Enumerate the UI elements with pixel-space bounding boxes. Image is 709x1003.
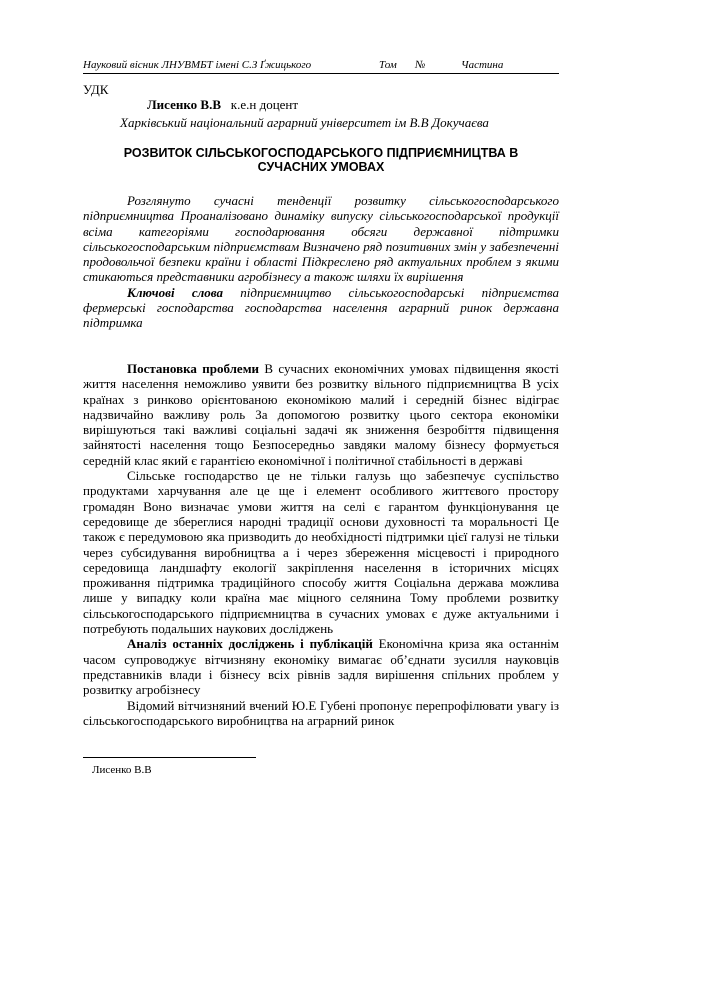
paragraph-problem-text: В сучасних економічних умовах підвищення якості життя населення неможливо уявити без розвитку вільного підприємництва В усіх країнах з ринково орієнтованою економікою малий і середній бізнес відіграє надзвичайно важливу роль За допомогою розвитку цього сектора економіки вирішуються такі важливі соціальні задачі як зниження безробіття підвищення зайнятості населення тощо Безпосередньо завдяки малому бізнесу формується середній клас який є гарантією економічної і політичної стабільності в державі (83, 361, 559, 468)
udk-label: УДК (83, 82, 109, 97)
author-line (147, 97, 298, 113)
author-degree: к.е.н доцент (230, 97, 299, 112)
footnote-divider (83, 757, 256, 758)
title-line-2: СУЧАСНИХ УМОВАХ (257, 160, 385, 174)
keywords-label: Ключові слова (127, 284, 223, 300)
abstract (83, 193, 559, 331)
paragraph-problem (83, 361, 559, 468)
volume-label: Том (379, 59, 397, 71)
section-heading-analysis: Аналіз останніх досліджень і публікацій (127, 636, 373, 652)
footnote: Лисенко В.В (92, 764, 152, 776)
abstract-text: Розглянуто сучасні тенденції розвитку сільськогосподарського підприємництва Проаналізовано динаміку випуску сільськогосподарської продукції всіма категоріями господарювання обсяги державної підтримки сільськогосподарським підприємствам Визначено ряд позитивних змін у забезпеченні продовольчої безпеки країни і області Підкреслено ряд актуальних проблем з якими стикаються представники агробізнесу а також шляхи їх вирішення (83, 193, 559, 285)
paper-title (83, 146, 559, 174)
journal-name: Науковий вісник ЛНУВМБТ імені С.З Ґжицького (83, 59, 312, 71)
author-name: Лисенко В.В (147, 97, 222, 112)
paragraph-analysis-text: Економічна криза яка останнім часом супроводжує вітчизняну економіку вимагає об’єднати зусилля науковців представників влади і бізнесу всіх рівнів задля вирішення спільних проблем у розвитку агробізнесу (83, 636, 559, 698)
body-text (83, 361, 559, 728)
number-label: № (415, 59, 426, 71)
title-line-1: РОЗВИТОК СІЛЬСЬКОГОСПОДАРСЬКОГО ПІДПРИЄМНИЦТВА В (123, 146, 519, 160)
journal-header (83, 59, 559, 74)
paragraph-agriculture: Сільське господарство це не тільки галузь що забезпечує суспільство продуктами харчування але це ще і елемент особливого життєвого простору громадян Воно визначає умови життя на селі є гарантом функціонування це середовище де збереглися народні традиції основи духовності та моральності Це також є передумовою яка призводить до необхідності підтримки цієї галузі не тільки через субсидування виробництва а і через збереження місцевості і природного середовища ландшафту екології закріплення населення в історичних місцях проживання підтримка традиційного способу життя Соціальна держава можлива лише у випадку коли країна має міцного селянина Тому проблеми розвитку сільськогосподарського підприємництва в сучасних умовах є дуже актуальними і потребують подальших наукових досліджень (83, 468, 559, 637)
paragraph-gubeni: Відомий вітчизняний вчений Ю.Е Губені пропонує перепрофілювати увагу із сільськогосподарського виробництва на аграрний ринок (83, 697, 559, 728)
part-label: Частина (461, 59, 504, 71)
paragraph-analysis (83, 636, 559, 697)
section-heading-problem: Постановка проблеми (127, 361, 260, 376)
keywords-list: підприємництво сільськогосподарські підприємства фермерські господарства господарства населення аграрний ринок державна підтримка (83, 284, 559, 331)
keywords (83, 285, 559, 331)
affiliation: Харківський національний аграрний університет ім В.В Докучаєва (120, 115, 489, 130)
